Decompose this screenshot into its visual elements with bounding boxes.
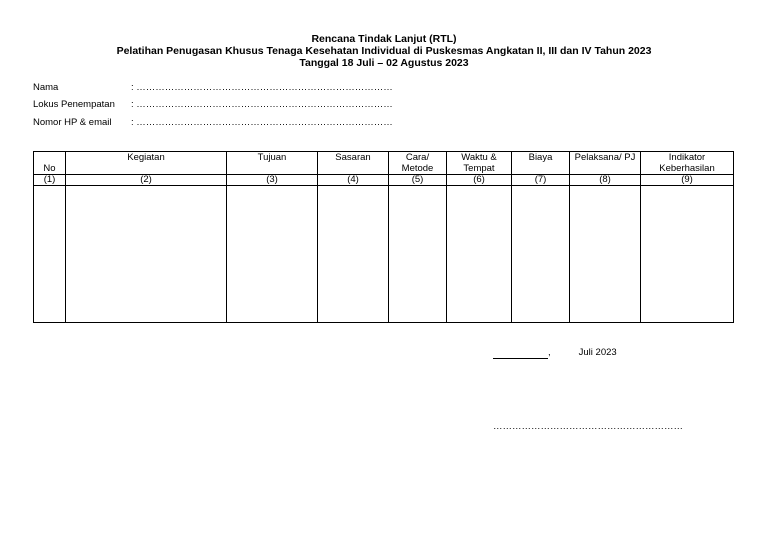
signature-month-year: Juli 2023 [578,347,617,358]
field-contact-value: : ……………………………………………………………………… [131,117,393,128]
field-lokus-label: Lokus Penempatan [33,99,115,110]
col-number: (8) [570,175,641,186]
col-number: (9) [641,175,734,186]
field-nama [33,82,393,94]
header-indikator: Indikator Keberhasilan [641,152,734,175]
header-biaya: Biaya [512,152,570,175]
field-nama-label: Nama [33,82,59,93]
table-number-row [34,175,734,186]
document-date: Tanggal 18 Juli – 02 Agustus 2023 [299,57,469,69]
table-header-row [34,152,734,175]
rtl-table [33,151,734,323]
table-cell[interactable] [318,186,389,323]
col-number: (5) [389,175,447,186]
place-comma: , [548,347,551,358]
field-contact-label: Nomor HP & email [33,117,112,128]
document-title: Rencana Tindak Lanjut (RTL) [311,33,457,45]
table-cell[interactable] [227,186,318,323]
table-cell[interactable] [389,186,447,323]
header-no: No [34,152,66,175]
signature-name-line: …………………………………………………… [493,421,683,432]
table-cell[interactable] [66,186,227,323]
field-nama-value: : ……………………………………………………………………… [131,82,393,93]
field-lokus [33,99,393,111]
table-cell[interactable] [570,186,641,323]
table-cell[interactable] [34,186,66,323]
field-contact [33,117,393,129]
table-cell[interactable] [512,186,570,323]
header-tujuan: Tujuan [227,152,318,175]
header-cara-metode: Cara/ Metode [389,152,447,175]
document-subtitle: Pelatihan Penugasan Khusus Tenaga Kesehatan Individual di Puskesmas Angkatan II, III dan IV Tahun 2023 [116,45,652,57]
place-blank [493,348,548,359]
col-number: (3) [227,175,318,186]
col-number: (7) [512,175,570,186]
signature-place-date [493,347,617,359]
header-kegiatan: Kegiatan [66,152,227,175]
table-cell[interactable] [641,186,734,323]
table-cell[interactable] [447,186,512,323]
col-number: (6) [447,175,512,186]
header-waktu-tempat: Waktu & Tempat [447,152,512,175]
col-number: (1) [34,175,66,186]
header-sasaran: Sasaran [318,152,389,175]
col-number: (2) [66,175,227,186]
table-row [34,186,734,323]
col-number: (4) [318,175,389,186]
field-lokus-value: : ……………………………………………………………………… [131,99,393,110]
header-pelaksana: Pelaksana/ PJ [570,152,641,175]
